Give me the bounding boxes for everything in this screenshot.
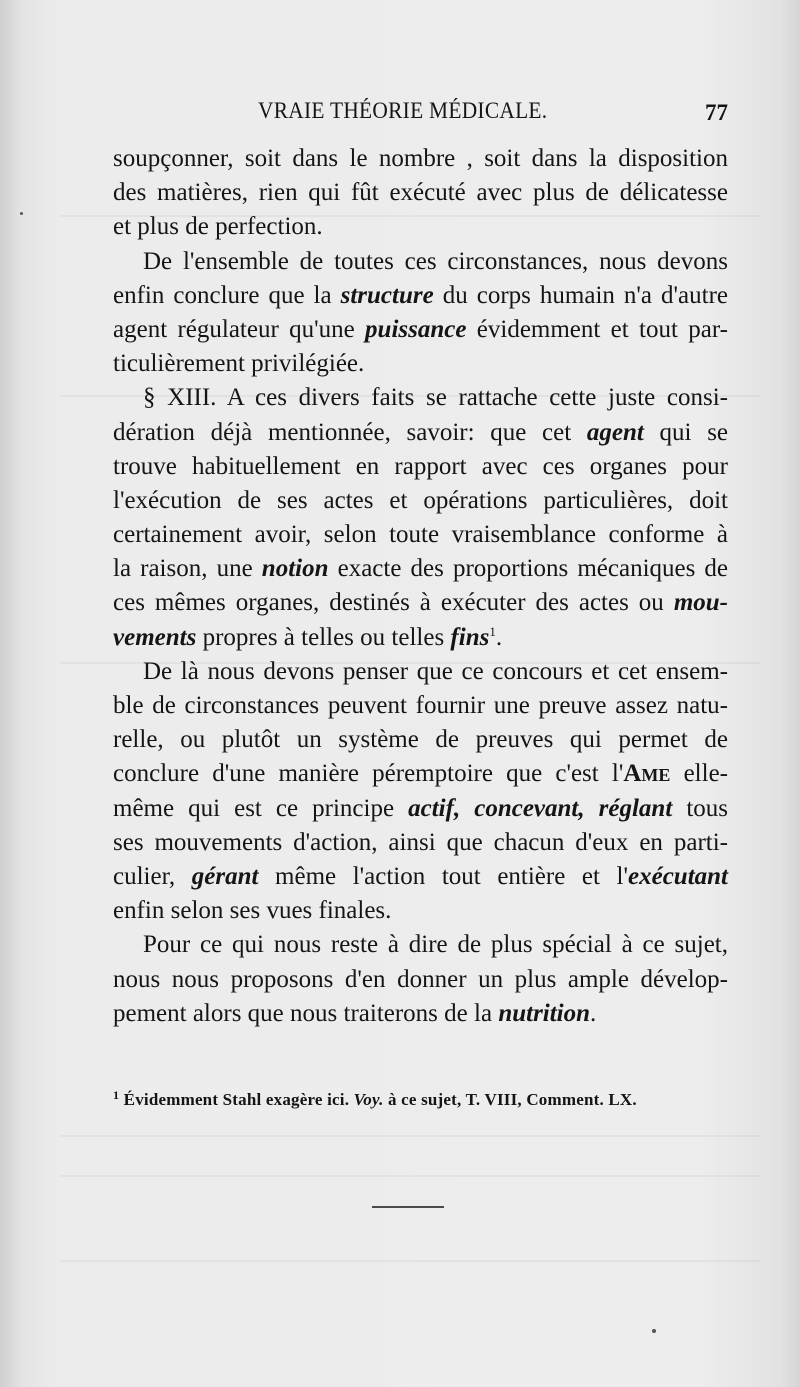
text-run: conclure d'une manière péremptoire que c'est l'	[113, 760, 624, 788]
show-through-line	[60, 1175, 760, 1177]
footnote-text: Évidemment Stahl exagère ici.	[123, 1090, 350, 1109]
text-run: culier,	[113, 862, 176, 890]
emphasis: agent	[586, 418, 644, 446]
text-line: relle, ou plutôt un système de preuves qui permet de	[113, 726, 728, 754]
text-line: et plus de perfection.	[113, 213, 323, 241]
footnote	[113, 1090, 728, 1110]
emphasis: actif, concevant, réglant	[408, 794, 673, 822]
footnote-marker: 1	[113, 1088, 120, 1102]
emphasis: structure	[340, 281, 434, 309]
text-line	[113, 586, 728, 620]
text-run: enfin conclure que la	[113, 281, 332, 309]
text-run: exacte des proportions mécaniques de	[337, 555, 729, 583]
text-line: ticulièrement privilégiée.	[113, 350, 365, 378]
text-run: qui se	[659, 418, 729, 446]
text-line: l'exécution de ses actes et opérations particulières, doit	[113, 486, 728, 514]
text-line: De l'ensemble de toutes ces circonstances, nous devons	[143, 247, 728, 275]
text-run: pement alors que nous traiterons de la	[113, 999, 493, 1027]
text-line: certainement avoir, selon toute vraisemblance conforme à	[113, 521, 728, 549]
text-line: ses mouvements d'action, ainsi que chacun d'eux en parti-	[113, 828, 728, 856]
emphasis: vements	[113, 623, 197, 651]
footnote-text: à ce sujet, T. VIII, Comment. LX.	[388, 1090, 637, 1109]
small-caps-word: Ame	[623, 760, 671, 788]
emphasis: mou-	[673, 589, 728, 617]
page-number: 77	[705, 100, 728, 125]
text-run: .	[495, 623, 503, 651]
emphasis: notion	[261, 555, 329, 583]
text-line	[113, 621, 728, 655]
emphasis: nutrition	[498, 999, 591, 1027]
text-line	[113, 279, 728, 313]
emphasis: exécutant	[628, 862, 729, 890]
text-run	[113, 760, 670, 787]
text-line	[113, 997, 728, 1031]
text-line	[113, 416, 728, 450]
text-line: § XIII. A ces divers faits se rattache cette juste consi-	[143, 384, 728, 412]
emphasis: gérant	[191, 862, 259, 890]
text-line: De là nous devons penser que ce concours et cet ensem-	[143, 657, 728, 685]
emphasis: puissance	[365, 315, 467, 343]
footnote-emphasis: Voy.	[353, 1090, 384, 1109]
text-line	[113, 860, 728, 894]
text-run: la raison, une	[113, 555, 253, 583]
text-run: propres à telles ou telles	[202, 623, 445, 651]
text-run	[275, 863, 728, 890]
running-title: VRAIE THÉORIE MÉDICALE.	[258, 98, 548, 123]
text-run: agent régulateur qu'une	[113, 315, 355, 343]
footnote-reference: 1	[489, 623, 496, 639]
text-run: évidemment et tout par-	[476, 315, 728, 343]
text-run: dération déjà mentionnée, savoir: que cet	[113, 418, 572, 446]
text-line	[113, 757, 728, 791]
running-head	[113, 98, 728, 132]
text-line: nous nous proposons d'en donner un plus ample dévelop-	[113, 965, 728, 993]
main-text	[113, 142, 728, 1031]
text-line: des matières, rien qui fût exécuté avec plus de délicatesse	[113, 179, 728, 207]
text-line: ble de circonstances peuvent fournir une preuve assez natu-	[113, 692, 728, 719]
text-line: trouve habituellement en rapport avec ces organes pour	[113, 452, 728, 480]
paper-speck	[652, 1329, 656, 1333]
text-line: Pour ce qui nous reste à dire de plus spécial à ce sujet,	[143, 931, 728, 959]
text-run: du corps humain n'a d'autre	[442, 281, 728, 309]
text-line: enfin selon ses vues finales.	[113, 897, 392, 925]
text-line	[113, 792, 728, 826]
text-line	[113, 552, 728, 586]
show-through-line	[60, 1260, 760, 1262]
text-run: même qui est ce principe	[113, 794, 395, 822]
paper-speck	[20, 212, 23, 215]
text-line	[113, 313, 728, 347]
text-line: soupçonner, soit dans le nombre , soit dans la disposition	[113, 145, 728, 172]
text-run: ces mêmes organes, destinés à exécuter des actes ou	[113, 589, 664, 617]
text-run: même l'action tout entière et l'	[275, 862, 629, 890]
emphasis: fins	[450, 623, 490, 651]
text-run: .	[590, 999, 597, 1027]
text-run: elle-	[683, 760, 728, 788]
page-end-rule	[372, 1206, 444, 1208]
show-through-line	[60, 1135, 760, 1137]
text-run: tous	[686, 794, 729, 822]
